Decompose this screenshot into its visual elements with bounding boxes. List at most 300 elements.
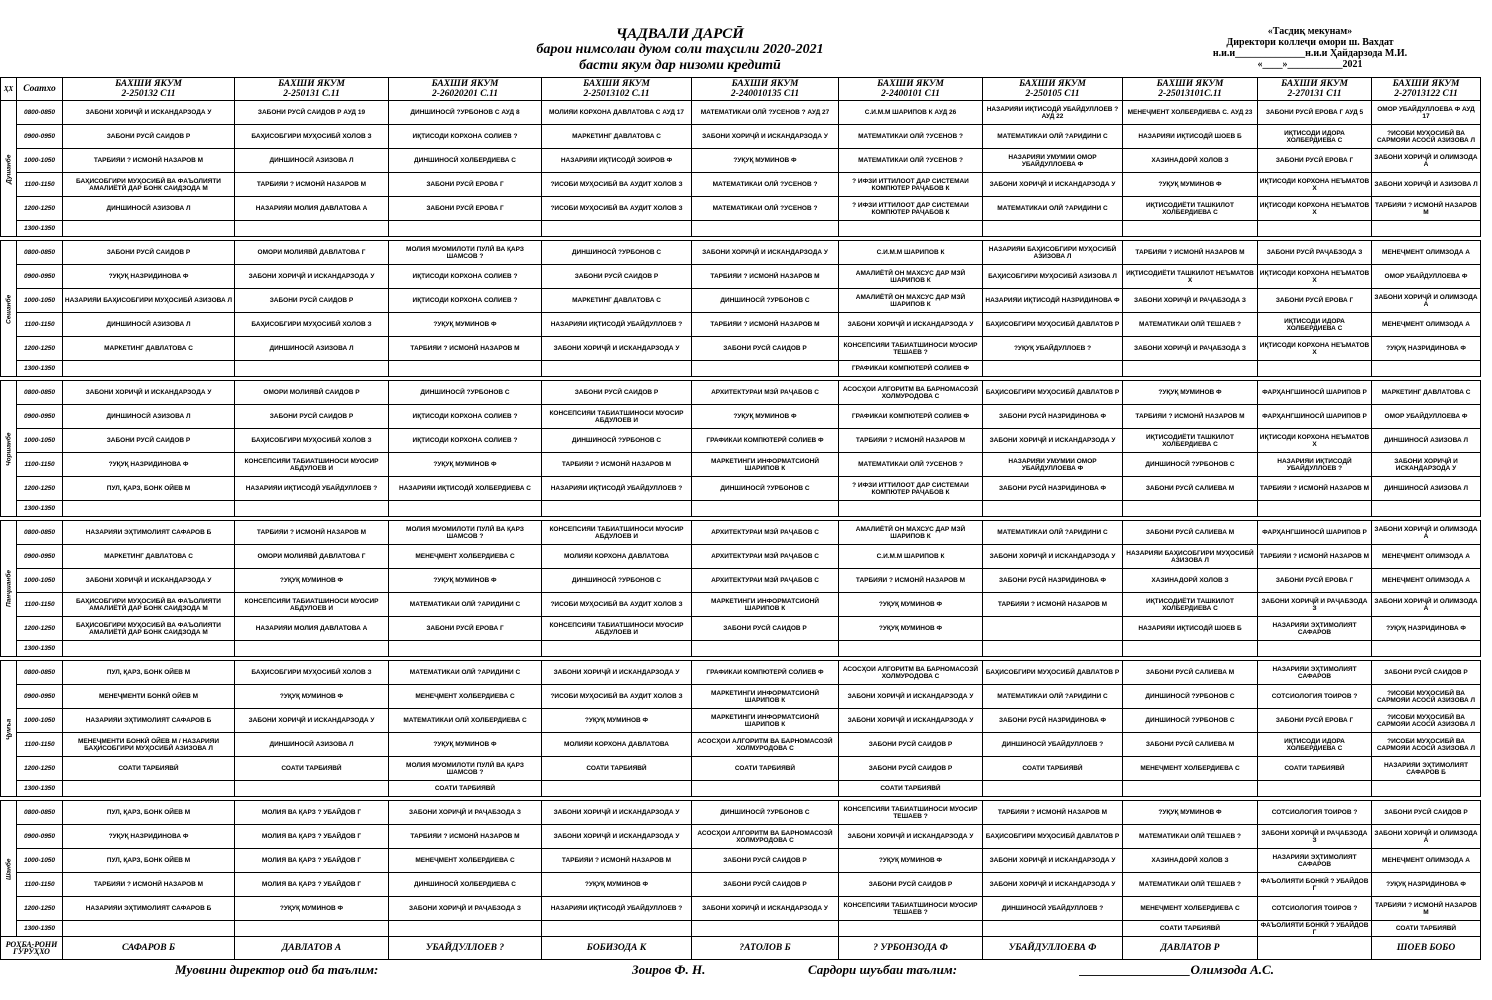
group-header: БАХШИ ЯКУМ 2-270131 С11 [1258, 78, 1372, 101]
schedule-row [1, 569, 1481, 593]
lesson-cell: ?ИСОБИ МУҲОСИБӢ ВА САРМОЯИ АСОСӢ АЗИЗОВА Л [1372, 125, 1481, 149]
lesson-cell: МЕНЕҶМЕНТ ОЛИМЗОДА А [1372, 849, 1481, 873]
lesson-cell [692, 361, 839, 377]
lesson-cell: СОАТИ ТАРБИЯВӢ [839, 781, 983, 797]
lesson-cell: НАЗАРИЯИ ЭҲТИМОЛИЯТ САФАРОВ [1258, 661, 1372, 685]
time-slot: 1100-1150 [17, 173, 63, 197]
lesson-cell: ТАРБИЯИ ? ИСМОНӢ НАЗАРОВ М [63, 149, 235, 173]
lesson-cell: МАТЕМАТИКАИ ОЛӢ ТЕШАЕВ ? [1123, 873, 1258, 897]
group-leader: САФАРОВ Б [63, 937, 235, 960]
time-slot: 0900-0950 [17, 125, 63, 149]
day-label: Шанбе [1, 801, 17, 937]
schedule-row [1, 313, 1481, 337]
schedule-row [1, 221, 1481, 237]
lesson-cell: НАЗАРИЯИ ИҚТИСОДӢ ХОЛБЕРДИЕВА С [389, 477, 542, 501]
lesson-cell: НАЗАРИЯИ ИҚТИСОДӢ ШОЕВ Б [1123, 617, 1258, 641]
lesson-cell: МЕНЕҶМЕНТ ХОЛБЕРДИЕВА С [1123, 757, 1258, 781]
lesson-cell [1258, 641, 1372, 657]
schedule-row [1, 501, 1481, 517]
lesson-cell [63, 921, 235, 937]
lesson-cell [1123, 361, 1258, 377]
lesson-cell: АМАЛИЁТӢ ОН МАХСУС ДАР МЗӢ ШАРИПОВ К [839, 265, 983, 289]
time-slot: 0800-0850 [17, 101, 63, 125]
lesson-cell [1258, 221, 1372, 237]
lesson-cell: ЗАБОНИ ХОРИҶӢ И ИСКАНДАРЗОДА У [692, 125, 839, 149]
lesson-cell [1372, 641, 1481, 657]
time-slot: 1200-1250 [17, 617, 63, 641]
lesson-cell: ЗАБОНИ ХОРИҶӢ И ОЛИМЗОДА А [1372, 825, 1481, 849]
lesson-cell [542, 221, 692, 237]
lesson-cell: МАТЕМАТИКАИ ОЛӢ ТЕШАЕВ ? [1123, 313, 1258, 337]
lesson-cell: МАТЕМАТИКАИ ОЛӢ ?УСЕНОВ ? [839, 453, 983, 477]
lesson-cell: ЗАБОНИ РУСӢ ЕРОВА Г [1258, 289, 1372, 313]
lesson-cell: БАҲИСОБГИРИ МУҲОСИБӢ ХОЛОВ З [235, 125, 389, 149]
lesson-cell: МАРКЕТИНГИ ИНФОРМАТСИОНӢ ШАРИПОВ К [692, 453, 839, 477]
schedule-row [1, 685, 1481, 709]
lesson-cell: МАТЕМАТИКАИ ОЛӢ ХОЛБЕРДИЕВА С [389, 709, 542, 733]
lesson-cell: НАЗАРИЯИ БАҲИСОБГИРИ МУҲОСИБӢ АЗИЗОВА Л [63, 289, 235, 313]
lesson-cell: ЗАБОНИ РУСӢ РАҶАБЗОДА З [1258, 241, 1372, 265]
lesson-cell [1258, 781, 1372, 797]
lesson-cell: ДИНШИНОСӢ ?УРБОНОВ С [692, 289, 839, 313]
schedule-row [1, 477, 1481, 501]
lesson-cell: ТАРБИЯИ ? ИСМОНӢ НАЗАРОВ М [63, 873, 235, 897]
lesson-cell: ЗАБОНИ ХОРИҶӢ И ИСКАНДАРЗОДА У [983, 429, 1123, 453]
lesson-cell: БАҲИСОБГИРИ МУҲОСИБӢ ХОЛОВ З [235, 313, 389, 337]
lesson-cell: ТАРБИЯИ ? ИСМОНӢ НАЗАРОВ М [1123, 241, 1258, 265]
lesson-cell: ?УҚУҚ НАЗРИДИНОВА Ф [1372, 617, 1481, 641]
time-slot: 1100-1150 [17, 733, 63, 757]
lesson-cell: ТАРБИЯИ ? ИСМОНӢ НАЗАРОВ М [692, 265, 839, 289]
lesson-cell: ТАРБИЯИ ? ИСМОНӢ НАЗАРОВ М [692, 313, 839, 337]
lesson-cell: ЗАБОНИ РУСӢ ЕРОВА Г [389, 197, 542, 221]
lesson-cell: ИҚТИСОДИ КОРХОНА НЕЪМАТОВ Х [1258, 429, 1372, 453]
lesson-cell [542, 641, 692, 657]
lesson-cell: НАЗАРИЯИ ЭҲТИМОЛИЯТ САФАРОВ Б [63, 709, 235, 733]
lesson-cell: НАЗАРИЯИ ИҚТИСОДӢ УБАЙДУЛЛОЕВ ? [235, 477, 389, 501]
lesson-cell [1372, 781, 1481, 797]
schedule-row [1, 173, 1481, 197]
lesson-cell [983, 641, 1123, 657]
time-slot: 1300-1350 [17, 921, 63, 937]
lesson-cell: ЗАБОНИ ХОРИҶӢ И ИСКАНДАРЗОДА У [983, 873, 1123, 897]
schedule-row [1, 337, 1481, 361]
lesson-cell [1123, 221, 1258, 237]
lesson-cell: ?УҚУҚ МУМИНОВ Ф [1123, 801, 1258, 825]
lesson-cell: ИҚТИСОДИЁТИ ТАШКИЛОТ ХОЛБЕРДИЕВА С [1123, 429, 1258, 453]
lesson-cell: МЕНЕҶМЕНТ ОЛИМЗОДА А [1372, 569, 1481, 593]
schedule-body [1, 101, 1481, 937]
lesson-cell: ИҚТИСОДИ КОРХОНА СОЛИЕВ ? [389, 429, 542, 453]
lesson-cell: ЗАБОНИ РУСӢ САИДОВ Р [63, 241, 235, 265]
schedule-row [1, 661, 1481, 685]
lesson-cell: НАЗАРИЯИ УМУМИИ ОМОР УБАЙДУЛЛОЕВА Ф [983, 149, 1123, 173]
lesson-cell: ЗАБОНИ РУСӢ САИДОВ Р [542, 381, 692, 405]
lesson-cell: НАЗАРИЯИ МОЛИЯ ДАВЛАТОВА А [235, 197, 389, 221]
lesson-cell [542, 921, 692, 937]
group-leader: УБАЙДУЛЛОЕВА Ф [983, 937, 1123, 960]
schedule-row [1, 617, 1481, 641]
lesson-cell: МОЛИЯИ КОРХОНА ДАВЛАТОВА [542, 733, 692, 757]
lesson-cell: ?УҚУҚ МУМИНОВ Ф [839, 593, 983, 617]
lesson-cell: СОТСИОЛОГИЯ ТОИРОВ ? [1258, 685, 1372, 709]
time-slot: 1300-1350 [17, 501, 63, 517]
lesson-cell: МАТЕМАТИКАИ ОЛӢ ?АРИДИНИ С [389, 661, 542, 685]
time-slot: 1100-1150 [17, 313, 63, 337]
lesson-cell: АРХИТЕКТУРАИ МЗӢ РАҶАБОВ С [692, 545, 839, 569]
time-slot: 1200-1250 [17, 757, 63, 781]
lesson-cell: ЗАБОНИ РУСӢ САИДОВ Р [692, 849, 839, 873]
lesson-cell: ?УҚУҚ МУМИНОВ Ф [839, 849, 983, 873]
lesson-cell: ?УҚУҚ МУМИНОВ Ф [235, 897, 389, 921]
schedule-row [1, 897, 1481, 921]
lesson-cell: АРХИТЕКТУРАИ МЗӢ РАҶАБОВ С [692, 381, 839, 405]
lesson-cell: НАЗАРИЯИ ИҚТИСОДӢ НАЗРИДИНОВА Ф [983, 289, 1123, 313]
time-slot: 1100-1150 [17, 873, 63, 897]
lesson-cell [839, 641, 983, 657]
lesson-cell: ИҚТИСОДИЁТИ ТАШКИЛОТ ХОЛБЕРДИЕВА С [1123, 593, 1258, 617]
group-leader: УБАЙДУЛЛОЕВ ? [389, 937, 542, 960]
lesson-cell: МЕНЕҶМЕНТ ХОЛБЕРДИЕВА С [1123, 897, 1258, 921]
lesson-cell [1123, 781, 1258, 797]
lesson-cell [983, 501, 1123, 517]
lesson-cell [1372, 221, 1481, 237]
lesson-cell: ЗАБОНИ ХОРИҶӢ И АЗИЗОВА Л [1372, 173, 1481, 197]
lesson-cell: ИҚТИСОДИ ИДОРА ХОЛБЕРДИЕВА С [1258, 733, 1372, 757]
lesson-cell: ЗАБОНИ ХОРИҶӢ И ИСКАНДАРЗОДА У [839, 313, 983, 337]
lesson-cell: СОТСИОЛОГИЯ ТОИРОВ ? [1258, 801, 1372, 825]
lesson-cell: ГРАФИКАИ КОМПЮТЕРӢ СОЛИЕВ Ф [692, 661, 839, 685]
lesson-cell: ЗАБОНИ РУСӢ САИДОВ Р [839, 733, 983, 757]
lesson-cell: ЗАБОНИ ХОРИҶӢ И ИСКАНДАРЗОДА У [1372, 453, 1481, 477]
schedule-row [1, 125, 1481, 149]
lesson-cell: ? ИФЗИ ИТТИЛООТ ДАР СИСТЕМАИ КОМПЮТЕР РАҶАБОВ К [839, 477, 983, 501]
lesson-cell [389, 501, 542, 517]
director-text: Директори коллеҷи омори ш. Вахдат [1226, 37, 1394, 48]
lesson-cell: КОНСЕПСИЯИ ТАБИАТШИНОСИ МУОСИР АБДУЛОЕВ И [542, 521, 692, 545]
lesson-cell: ИҚТИСОДИ КОРХОНА СОЛИЕВ ? [389, 405, 542, 429]
lesson-cell: ОМОРИ МОЛИЯВӢ САИДОВ Р [235, 381, 389, 405]
lesson-cell: АРХИТЕКТУРАИ МЗӢ РАҶАБОВ С [692, 569, 839, 593]
group-header: БАХШИ ЯКУМ 2-250105 С11 [983, 78, 1123, 101]
lesson-cell: НАЗАРИЯИ ИҚТИСОДӢ УБАЙДУЛЛОЕВ ? АУД 22 [983, 101, 1123, 125]
lesson-cell: КОНСЕПСИЯИ ТАБИАТШИНОСИ МУОСИР ТЕШАЕВ ? [839, 897, 983, 921]
schedule-row [1, 781, 1481, 797]
time-slot: 1300-1350 [17, 361, 63, 377]
time-slot: 0900-0950 [17, 685, 63, 709]
time-slot: 1300-1350 [17, 221, 63, 237]
group-header: БАХШИ ЯКУМ 2-2400101 С11 [839, 78, 983, 101]
day-label: Ҷумъа [1, 661, 17, 797]
lesson-cell: ДИНШИНОСӢ ?УРБОНОВ С [1123, 709, 1258, 733]
lesson-cell: МОЛИЯ МУОМИЛОТИ ПУЛӢ ВА ҚАРЗ ШАМСОВ ? [389, 241, 542, 265]
lesson-cell [983, 361, 1123, 377]
lesson-cell: МАРКЕТИНГИ ИНФОРМАТСИОНӢ ШАРИПОВ К [692, 685, 839, 709]
time-slot: 1000-1050 [17, 149, 63, 173]
lesson-cell: ЗАБОНИ РУСӢ НАЗРИДИНОВА Ф [983, 405, 1123, 429]
lesson-cell [389, 361, 542, 377]
lesson-cell [983, 221, 1123, 237]
lesson-cell: ДИНШИНОСӢ ?УРБОНОВ С [542, 241, 692, 265]
lesson-cell: СОАТИ ТАРБИЯВӢ [542, 757, 692, 781]
time-slot: 1200-1250 [17, 477, 63, 501]
lesson-cell: ДИНШИНОСӢ АЗИЗОВА Л [63, 197, 235, 221]
schedule-row [1, 521, 1481, 545]
lesson-cell: АСОСҲОИ АЛГОРИТМ ВА БАРНОМАСОЗӢ ХОЛМУРОДОВА С [692, 733, 839, 757]
group-leader: ШОЕВ БОБО [1372, 937, 1481, 960]
lesson-cell: ИҚТИСОДИ КОРХОНА СОЛИЕВ ? [389, 125, 542, 149]
lesson-cell: ТАРБИЯИ ? ИСМОНӢ НАЗАРОВ М [983, 801, 1123, 825]
lesson-cell: МАТЕМАТИКАИ ОЛӢ ?АРИДИНИ С [983, 521, 1123, 545]
lesson-cell [983, 781, 1123, 797]
time-slot: 1100-1150 [17, 593, 63, 617]
lesson-cell [1372, 501, 1481, 517]
approve-text: «Тасдиқ мекунам» [1267, 26, 1353, 37]
lesson-cell: СОАТИ ТАРБИЯВӢ [389, 781, 542, 797]
lesson-cell: ЗАБОНИ РУСӢ САИДОВ Р [63, 125, 235, 149]
lesson-cell: НАЗАРИЯИ ЭҲТИМОЛИЯТ САФАРОВ Б [63, 521, 235, 545]
lesson-cell: ЗАБОНИ РУСӢ ЕРОВА Г АУД 5 [1258, 101, 1372, 125]
lesson-cell [839, 221, 983, 237]
lesson-cell: НАЗАРИЯИ ЭҲТИМОЛИЯТ САФАРОВ Б [63, 897, 235, 921]
approve-date: «____»___________2021 [1257, 59, 1363, 70]
lesson-cell [1123, 641, 1258, 657]
lesson-cell: ДИНШИНОСӢ АЗИЗОВА Л [235, 149, 389, 173]
group-leader: ДАВЛАТОВ А [235, 937, 389, 960]
lesson-cell: ЗАБОНИ РУСӢ НАЗРИДИНОВА Ф [983, 709, 1123, 733]
lesson-cell: МАТЕМАТИКАИ ОЛӢ ?УСЕНОВ ? [839, 149, 983, 173]
lesson-cell: ЗАБОНИ РУСӢ САИДОВ Р АУД 19 [235, 101, 389, 125]
group-leaders-label: РОҲБА-РОНИ ГУРӮҲХО [1, 937, 63, 960]
schedule-row [1, 453, 1481, 477]
lesson-cell: ?УҚУҚ НАЗРИДИНОВА Ф [1372, 337, 1481, 361]
lesson-cell: ЗАБОНИ РУСӢ ЕРОВА Г [1258, 709, 1372, 733]
lesson-cell: ЗАБОНИ ХОРИҶӢ И ИСКАНДАРЗОДА У [839, 685, 983, 709]
lesson-cell [692, 781, 839, 797]
group-header: БАХШИ ЯКУМ 2-26020201 С.11 [389, 78, 542, 101]
lesson-cell: ?УҚУҚ НАЗРИДИНОВА Ф [1372, 873, 1481, 897]
lesson-cell: ?ИСОБИ МУҲОСИБӢ ВА АУДИТ ХОЛОВ З [542, 197, 692, 221]
lesson-cell: ГРАФИКАИ КОМПЮТЕРӢ СОЛИЕВ Ф [839, 361, 983, 377]
schedule-row [1, 149, 1481, 173]
lesson-cell: НАЗАРИЯИ ИҚТИСОДӢ ШОЕВ Б [1123, 125, 1258, 149]
lesson-cell: ?УҚУҚ МУМИНОВ Ф [1123, 173, 1258, 197]
lesson-cell [1258, 361, 1372, 377]
lesson-cell: ?УҚУҚ МУМИНОВ Ф [692, 149, 839, 173]
header-center [420, 26, 940, 74]
group-header: БАХШИ ЯКУМ 2-25013101С.11 [1123, 78, 1258, 101]
lesson-cell: ЗАБОНИ ХОРИҶӢ И ИСКАНДАРЗОДА У [542, 661, 692, 685]
time-slot: 0900-0950 [17, 405, 63, 429]
lesson-cell: ЗАБОНИ ХОРИҶӢ И ОЛИМЗОДА А [1372, 289, 1481, 313]
lesson-cell: МАРКЕТИНГ ДАВЛАТОВА С [63, 337, 235, 361]
lesson-cell [389, 641, 542, 657]
time-slot: 1000-1050 [17, 569, 63, 593]
lesson-cell: МАРКЕТИНГ ДАВЛАТОВА С [542, 289, 692, 313]
lesson-cell: БАҲИСОБГИРИ МУҲОСИБӢ ДАВЛАТОВ Р [983, 381, 1123, 405]
lesson-cell: ДИНШИНОСӢ ?УРБОНОВ С АУД 8 [389, 101, 542, 125]
time-slot: 1200-1250 [17, 197, 63, 221]
lesson-cell: СОАТИ ТАРБИЯВӢ [1372, 921, 1481, 937]
lesson-cell: ЗАБОНИ РУСӢ ЕРОВА Г [1258, 149, 1372, 173]
lesson-cell: НАЗАРИЯИ ИҚТИСОДӢ УБАЙДУЛЛОЕВ ? [1258, 453, 1372, 477]
lesson-cell: ЗАБОНИ РУСӢ САИДОВ Р [542, 265, 692, 289]
lesson-cell [1258, 501, 1372, 517]
lesson-cell: ГРАФИКАИ КОМПЮТЕРӢ СОЛИЕВ Ф [692, 429, 839, 453]
lesson-cell: КОНСЕПСИЯИ ТАБИАТШИНОСИ МУОСИР АБДУЛОЕВ И [542, 617, 692, 641]
lesson-cell: МОЛИЯИ КОРХОНА ДАВЛАТОВА [542, 545, 692, 569]
lesson-cell: ЗАБОНИ ХОРИҶӢ И ИСКАНДАРЗОДА У [983, 849, 1123, 873]
lesson-cell: АМАЛИЁТӢ ОН МАХСУС ДАР МЗӢ ШАРИПОВ К [839, 521, 983, 545]
lesson-cell: ЗАБОНИ ХОРИҶӢ И ИСКАНДАРЗОДА У [63, 569, 235, 593]
lesson-cell: ХАЗИНАДОРӢ ХОЛОВ З [1123, 149, 1258, 173]
lesson-cell: ЗАБОНИ РУСӢ САИДОВ Р [839, 873, 983, 897]
schedule-row [1, 825, 1481, 849]
time-slot: 1200-1250 [17, 897, 63, 921]
schedule-row [1, 801, 1481, 825]
lesson-cell: АРХИТЕКТУРАИ МЗӢ РАҶАБОВ С [692, 521, 839, 545]
time-slot: 1100-1150 [17, 453, 63, 477]
lesson-cell: ЗАБОНИ РУСӢ САИДОВ Р [1372, 801, 1481, 825]
lesson-cell: МОЛИЯ ВА ҚАРЗ ? УБАЙДОВ Г [235, 849, 389, 873]
lesson-cell: ЗАБОНИ ХОРИҶӢ И ИСКАНДАРЗОДА У [983, 173, 1123, 197]
lesson-cell: ЗАБОНИ РУСӢ САИДОВ Р [692, 873, 839, 897]
lesson-cell: НАЗАРИЯИ ЭҲТИМОЛИЯТ САФАРОВ Б [1372, 757, 1481, 781]
lesson-cell: ЗАБОНИ РУСӢ НАЗРИДИНОВА Ф [983, 477, 1123, 501]
lesson-cell: БАҲИСОБГИРИ МУҲОСИБӢ ДАВЛАТОВ Р [983, 825, 1123, 849]
time-slot: 0800-0850 [17, 381, 63, 405]
lesson-cell [983, 617, 1123, 641]
time-slot: 1000-1050 [17, 709, 63, 733]
lesson-cell: МОЛИЯ ВА ҚАРЗ ? УБАЙДОВ Г [235, 873, 389, 897]
lesson-cell: ЗАБОНИ ХОРИҶӢ И ИСКАНДАРЗОДА У [235, 709, 389, 733]
lesson-cell: ЗАБОНИ ХОРИҶӢ И ОЛИМЗОДА А [1372, 149, 1481, 173]
lesson-cell: ДИНШИНОСӢ УБАЙДУЛЛОЕВ ? [983, 733, 1123, 757]
lesson-cell: ДИНШИНОСӢ ?УРБОНОВ С [1123, 453, 1258, 477]
lesson-cell: ТАРБИЯИ ? ИСМОНӢ НАЗАРОВ М [542, 849, 692, 873]
lesson-cell [235, 501, 389, 517]
lesson-cell: МАТЕМАТИКАИ ОЛӢ ?УСЕНОВ ? АУД 27 [692, 101, 839, 125]
lesson-cell: ИҚТИСОДИ КОРХОНА НЕЪМАТОВ Х [1258, 197, 1372, 221]
lesson-cell: НАЗАРИЯИ ИҚТИСОДӢ УБАЙДУЛЛОЕВ ? [542, 897, 692, 921]
lesson-cell: ИҚТИСОДИЁТИ ТАШКИЛОТ НЕЪМАТОВ Х [1123, 265, 1258, 289]
deputy-director-name: Зоиров Ф. Н. [632, 962, 706, 977]
lesson-cell: АСОСҲОИ АЛГОРИТМ ВА БАРНОМАСОЗӢ ХОЛМУРОДОВА С [839, 661, 983, 685]
lesson-cell: ФАРҲАНГШИНОСӢ ШАРИПОВ Р [1258, 521, 1372, 545]
lesson-cell [235, 221, 389, 237]
lesson-cell [1123, 501, 1258, 517]
lesson-cell: АСОСҲОИ АЛГОРИТМ ВА БАРНОМАСОЗӢ ХОЛМУРОДОВА С [692, 825, 839, 849]
lesson-cell: НАЗАРИЯИ ЭҲТИМОЛИЯТ САФАРОВ [1258, 849, 1372, 873]
time-slot: 1200-1250 [17, 337, 63, 361]
lesson-cell: МЕНЕҶМЕНТИ БОНКӢ ОЙЕВ М [63, 685, 235, 709]
lesson-cell: ИҚТИСОДИ КОРХОНА СОЛИЕВ ? [389, 289, 542, 313]
lesson-cell: МАТЕМАТИКАИ ОЛӢ ?АРИДИНИ С [983, 197, 1123, 221]
lesson-cell: ОМОРИ МОЛИЯВӢ ДАВЛАТОВА Г [235, 241, 389, 265]
title-line-2: барои нимсолаи дуюм соли таҳсили 2020-2021 [536, 42, 824, 57]
time-slot: 1000-1050 [17, 429, 63, 453]
lesson-cell: МАРКЕТИНГ ДАВЛАТОВА С [63, 545, 235, 569]
lesson-cell: МАТЕМАТИКАИ ОЛӢ ?АРИДИНИ С [389, 593, 542, 617]
day-label: Душанбе [1, 101, 17, 237]
lesson-cell: ЗАБОНИ РУСӢ ЕРОВА Г [389, 173, 542, 197]
group-header: БАХШИ ЯКУМ 2-27013122 С11 [1372, 78, 1481, 101]
lesson-cell: МАТЕМАТИКАИ ОЛӢ ТЕШАЕВ ? [1123, 825, 1258, 849]
lesson-cell: ОМОР УБАЙДУЛЛОЕВА Ф АУД 17 [1372, 101, 1481, 125]
time-slot: 0900-0950 [17, 265, 63, 289]
lesson-cell: ?УҚУҚ УБАЙДУЛЛОЕВ ? [983, 337, 1123, 361]
lesson-cell: ТАРБИЯИ ? ИСМОНӢ НАЗАРОВ М [1123, 405, 1258, 429]
lesson-cell: НАЗАРИЯИ МОЛИЯ ДАВЛАТОВА А [235, 617, 389, 641]
lesson-cell: ДИНШИНОСӢ АЗИЗОВА Л [63, 313, 235, 337]
time-slot: 0800-0850 [17, 521, 63, 545]
lesson-cell: СОАТИ ТАРБИЯВӢ [692, 757, 839, 781]
lesson-cell: ДИНШИНОСӢ АЗИЗОВА Л [235, 733, 389, 757]
lesson-cell: ОМОР УБАЙДУЛЛОЕВА Ф [1372, 405, 1481, 429]
lesson-cell: ТАРБИЯИ ? ИСМОНӢ НАЗАРОВ М [983, 593, 1123, 617]
lesson-cell: ЗАБОНИ РУСӢ САИДОВ Р [692, 617, 839, 641]
schedule-row [1, 429, 1481, 453]
lesson-cell: ПУЛ, ҚАРЗ, БОНК ОЙЕВ М [63, 661, 235, 685]
lesson-cell: КОНСЕПСИЯИ ТАБИАТШИНОСИ МУОСИР ТЕШАЕВ ? [839, 801, 983, 825]
lesson-cell [389, 221, 542, 237]
group-header: БАХШИ ЯКУМ 2-240010135 С11 [692, 78, 839, 101]
lesson-cell: ИҚТИСОДИ КОРХОНА НЕЪМАТОВ Х [1258, 173, 1372, 197]
lesson-cell: ФАЪОЛИЯТИ БОНКӢ ? УБАЙДОВ Г [1258, 873, 1372, 897]
lesson-cell: ЗАБОНИ РУСӢ САИДОВ Р [63, 429, 235, 453]
schedule-row [1, 241, 1481, 265]
schedule-row [1, 405, 1481, 429]
lesson-cell [692, 221, 839, 237]
group-leader: ? УРБОНЗОДА Ф [839, 937, 983, 960]
lesson-cell: ЗАБОНИ ХОРИҶӢ И ИСКАНДАРЗОДА У [63, 381, 235, 405]
lesson-cell: ЗАБОНИ ХОРИҶӢ И ИСКАНДАРЗОДА У [983, 545, 1123, 569]
schedule-row [1, 733, 1481, 757]
lesson-cell: ЗАБОНИ РУСӢ ЕРОВА Г [1258, 569, 1372, 593]
lesson-cell: ?УҚУҚ МУМИНОВ Ф [839, 617, 983, 641]
lesson-cell: АСОСҲОИ АЛГОРИТМ ВА БАРНОМАСОЗӢ ХОЛМУРОДОВА С [839, 381, 983, 405]
schedule-row [1, 289, 1481, 313]
lesson-cell: НАЗАРИЯИ БАҲИСОБГИРИ МУҲОСИБӢ АЗИЗОВА Л [1123, 545, 1258, 569]
lesson-cell: С.И.М.М ШАРИПОВ К АУД 26 [839, 101, 983, 125]
lesson-cell: ДИНШИНОСӢ ХОЛБЕРДИЕВА С [389, 149, 542, 173]
time-slot: 0800-0850 [17, 241, 63, 265]
header-right [1150, 26, 1470, 70]
lesson-cell [235, 641, 389, 657]
lesson-cell: МАТЕМАТИКАИ ОЛӢ ?УСЕНОВ ? [692, 173, 839, 197]
time-slot: 0800-0850 [17, 801, 63, 825]
lesson-cell: ЗАБОНИ ХОРИҶӢ И РАҶАБЗОДА З [1258, 593, 1372, 617]
lesson-cell: ЗАБОНИ ХОРИҶӢ И РАҶАБЗОДА З [1258, 825, 1372, 849]
lesson-cell: ?ИСОБИ МУҲОСИБӢ ВА АУДИТ ХОЛОВ З [542, 173, 692, 197]
lesson-cell: ЗАБОНИ ХОРИҶӢ И ИСКАНДАРЗОДА У [542, 825, 692, 849]
lesson-cell: ?УҚУҚ МУМИНОВ Ф [1123, 381, 1258, 405]
lesson-cell: ?УҚУҚ МУМИНОВ Ф [389, 313, 542, 337]
lesson-cell: ЗАБОНИ ХОРИҶӢ И РАҶАБЗОДА З [389, 897, 542, 921]
schedule-row [1, 873, 1481, 897]
lesson-cell: СОАТИ ТАРБИЯВӢ [235, 757, 389, 781]
lesson-cell: МОЛИЯ ВА ҚАРЗ ? УБАЙДОВ Г [235, 825, 389, 849]
lesson-cell: МОЛИЯИ КОРХОНА ДАВЛАТОВА С АУД 17 [542, 101, 692, 125]
lesson-cell: ЗАБОНИ ХОРИҶӢ И ОЛИМЗОДА А [1372, 593, 1481, 617]
lesson-cell: ДИНШИНОСӢ УБАЙДУЛЛОЕВ ? [983, 897, 1123, 921]
lesson-cell: СОАТИ ТАРБИЯВӢ [983, 757, 1123, 781]
lesson-cell: ИҚТИСОДИ КОРХОНА СОЛИЕВ ? [389, 265, 542, 289]
group-leader [1258, 937, 1372, 960]
lesson-cell [235, 921, 389, 937]
lesson-cell: ЗАБОНИ РУСӢ ЕРОВА Г [389, 617, 542, 641]
lesson-cell: ДИНШИНОСӢ ?УРБОНОВ С [542, 429, 692, 453]
